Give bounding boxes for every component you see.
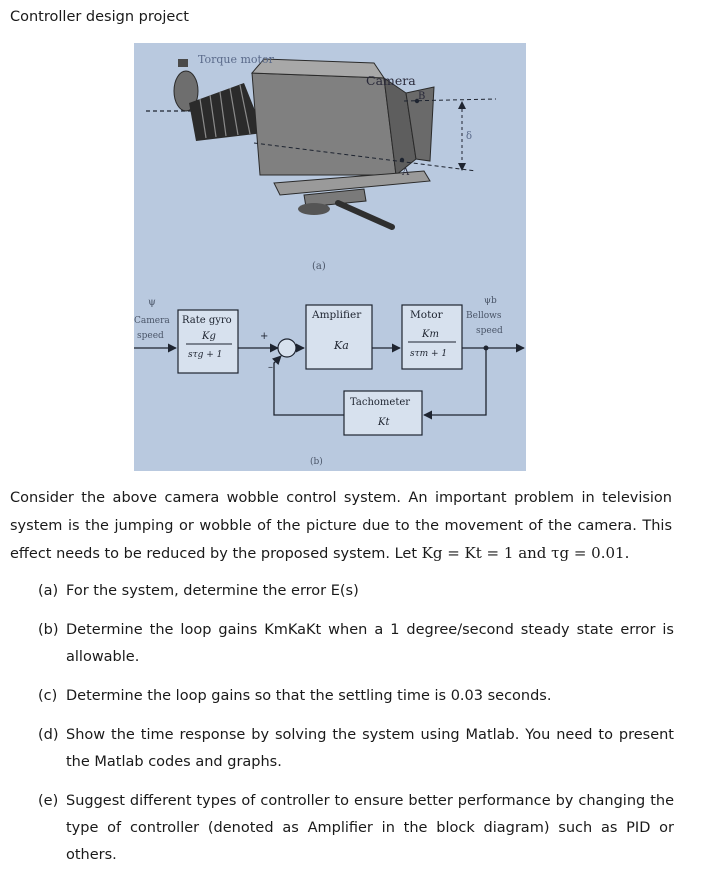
question-a	[38, 578, 674, 605]
motor-denominator: sτm + 1	[410, 349, 448, 359]
summing-junction	[278, 339, 296, 357]
question-d-text: Show the time response by solving the system using Matlab. You need to present the Matlab codes and graphs.	[66, 727, 674, 770]
question-e-text: Suggest different types of controller to ensure better performance by changing the type of controller (denoted as Amplifier in the block diagram) such as PID or others.	[66, 793, 674, 863]
amplifier-gain: Ka	[334, 339, 349, 352]
question-a-text: For the system, determine the error E(s)	[66, 583, 359, 599]
rate-gyro-numerator: Kg	[202, 331, 216, 342]
rate-gyro-title: Rate gyro	[182, 315, 232, 326]
question-c-label: (c)	[38, 688, 58, 704]
question-b	[38, 617, 674, 671]
delta-label: δ	[466, 131, 473, 142]
output-symbol: ψb	[484, 296, 497, 306]
caption-a: (a)	[312, 261, 326, 272]
question-b-label: (b)	[38, 622, 59, 638]
question-c	[38, 683, 674, 710]
problem-equation: Kg = Kt = 1 and τg = 0.01.	[421, 544, 630, 562]
camera-body	[252, 73, 396, 175]
camera-label: Camera	[366, 73, 416, 88]
question-e-label: (e)	[38, 793, 59, 809]
figure-svg	[134, 43, 526, 471]
output-label-speed: speed	[476, 326, 503, 336]
caption-b: (b)	[310, 457, 323, 467]
question-c-text: Determine the loop gains so that the settling time is 0.03 seconds.	[66, 688, 552, 704]
sum-plus-sign: +	[260, 331, 269, 342]
output-label-bellows: Bellows	[466, 311, 502, 321]
input-label-speed: speed	[137, 331, 164, 341]
question-b-text: Determine the loop gains KmKaKt when a 1 degree/second steady state error is allowable.	[66, 622, 674, 665]
torque-motor-label: Torque motor	[198, 53, 274, 66]
motor-numerator: Km	[422, 329, 439, 340]
camera-wobble-figure	[134, 43, 526, 471]
question-e	[38, 788, 674, 869]
point-a-dot	[400, 158, 404, 162]
problem-statement	[10, 485, 672, 569]
tachometer-gain: Kt	[378, 417, 390, 428]
question-list	[38, 578, 674, 881]
question-d-label: (d)	[38, 727, 59, 743]
question-d	[38, 722, 674, 776]
point-b-label: B	[418, 91, 426, 102]
rate-gyro-denominator: sτg + 1	[188, 350, 223, 360]
question-a-label: (a)	[38, 583, 59, 599]
torque-motor-cap	[178, 59, 188, 67]
amplifier-title: Amplifier	[312, 309, 362, 321]
page-title: Controller design project	[10, 9, 189, 25]
motor-title: Motor	[410, 309, 443, 321]
camera-pivot	[298, 203, 330, 215]
problem-statement-text: Consider the above camera wobble control system. An important problem in television system is the jumping or wobble of the picture due to the movement of the camera. This effect needs to be reduced by the proposed system. Let	[10, 490, 672, 562]
tachometer-title: Tachometer	[350, 397, 411, 408]
point-a-label: A	[402, 167, 410, 178]
input-symbol: ψ	[148, 297, 156, 308]
input-label-camera: Camera	[134, 316, 170, 326]
sum-minus-sign: –	[268, 362, 273, 373]
